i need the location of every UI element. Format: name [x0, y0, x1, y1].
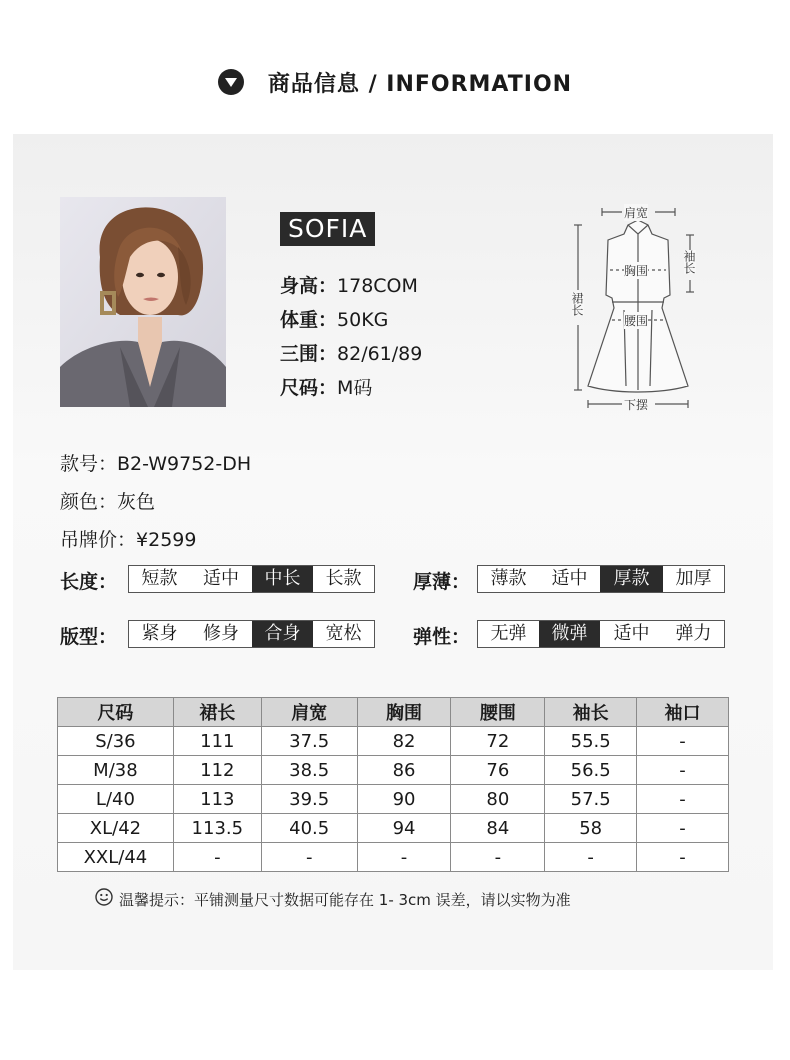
table-cell: 113: [173, 785, 261, 814]
table-cell: 112: [173, 756, 261, 785]
header-chest: 胸围: [357, 698, 451, 727]
thickness-option-thin[interactable]: 薄款: [490, 568, 527, 589]
size-value: M码: [337, 377, 373, 399]
table-cell: 82: [357, 727, 451, 756]
smiley-icon: [95, 888, 113, 910]
header-waist: 腰围: [451, 698, 545, 727]
weight-label: 体重：: [280, 309, 338, 331]
table-cell: -: [637, 727, 729, 756]
height-value: 178COM: [337, 275, 418, 297]
thickness-option-thick[interactable]: 厚款: [600, 566, 663, 592]
header-shoulder: 肩宽: [261, 698, 357, 727]
thickness-attr-label: 厚薄：: [413, 571, 471, 593]
length-option-short[interactable]: 短款: [141, 568, 178, 589]
sku-label: 款号：: [60, 453, 118, 475]
table-header-row: [58, 698, 729, 727]
table-cell: 40.5: [261, 814, 357, 843]
table-cell: 58: [545, 814, 637, 843]
price-label: 吊牌价：: [60, 529, 137, 551]
table-cell: 56.5: [545, 756, 637, 785]
table-cell: -: [637, 785, 729, 814]
diagram-hem-label: 下摆: [624, 398, 649, 412]
table-cell: -: [173, 843, 261, 872]
tip-text: 温馨提示：平铺测量尺寸数据可能存在 1- 3cm 误差，请以实物为准: [119, 890, 571, 909]
table-cell: XXL/44: [58, 843, 174, 872]
header-cuff: 袖口: [637, 698, 729, 727]
product-price: [60, 525, 196, 552]
table-cell: -: [637, 843, 729, 872]
table-row: [58, 785, 729, 814]
table-cell: -: [637, 814, 729, 843]
diagram-waist-label: 腰围: [624, 314, 649, 328]
table-cell: 37.5: [261, 727, 357, 756]
elasticity-option-none[interactable]: 无弹: [490, 623, 527, 644]
fit-attr-label: 版型：: [60, 626, 118, 648]
length-option-long[interactable]: 长款: [325, 568, 362, 589]
table-row: [58, 756, 729, 785]
thickness-options: [477, 565, 725, 593]
thickness-option-medium[interactable]: 适中: [551, 568, 588, 589]
header-size: 尺码: [58, 698, 174, 727]
table-cell: 38.5: [261, 756, 357, 785]
weight-value: 50KG: [337, 309, 389, 331]
table-cell: XL/42: [58, 814, 174, 843]
product-color: [60, 487, 155, 514]
header-dress-length: 裙长: [173, 698, 261, 727]
product-sku: [60, 449, 251, 476]
table-cell: -: [637, 756, 729, 785]
color-label: 颜色：: [60, 491, 118, 513]
fit-options: [128, 620, 375, 648]
fit-option-slim[interactable]: 修身: [203, 623, 239, 644]
model-size: [280, 373, 372, 400]
table-cell: 57.5: [545, 785, 637, 814]
model-photo: [60, 197, 226, 407]
table-cell: L/40: [58, 785, 174, 814]
size-chart-table: [57, 697, 729, 872]
header-sleeve-length: 袖长: [545, 698, 637, 727]
diagram-sleeve-label: 袖长: [682, 250, 696, 274]
model-name: SOFIA: [280, 212, 375, 246]
table-cell: 94: [357, 814, 451, 843]
table-row: [58, 814, 729, 843]
fit-option-loose[interactable]: 宽松: [325, 623, 362, 644]
measurements-value: 82/61/89: [337, 343, 423, 365]
thickness-option-extra-thick[interactable]: 加厚: [675, 568, 712, 589]
table-cell: 76: [451, 756, 545, 785]
model-measurements: [280, 339, 422, 366]
length-option-medium[interactable]: 适中: [203, 568, 239, 589]
diagram-shoulder-label: 肩宽: [624, 206, 649, 220]
table-cell: -: [261, 843, 357, 872]
table-cell: 111: [173, 727, 261, 756]
table-cell: -: [357, 843, 451, 872]
diagram-length-label: 裙长: [570, 292, 584, 316]
table-cell: 39.5: [261, 785, 357, 814]
table-row: [58, 727, 729, 756]
model-weight: [280, 305, 388, 332]
table-cell: 86: [357, 756, 451, 785]
price-value: ¥2599: [136, 529, 197, 551]
fit-option-tight[interactable]: 紧身: [141, 623, 178, 644]
diagram-chest-label: 胸围: [624, 264, 649, 278]
elasticity-attr-label: 弹性：: [413, 626, 471, 648]
elasticity-option-medium[interactable]: 适中: [613, 623, 650, 644]
sku-value: B2-W9752-DH: [117, 453, 252, 475]
table-cell: 72: [451, 727, 545, 756]
length-option-mid-long[interactable]: 中长: [252, 566, 313, 592]
measurements-label: 三围：: [280, 343, 338, 365]
table-row: [58, 843, 729, 872]
elasticity-option-slight[interactable]: 微弹: [539, 621, 600, 647]
table-cell: 55.5: [545, 727, 637, 756]
section-title: 商品信息 / INFORMATION: [267, 71, 573, 97]
height-label: 身高：: [280, 275, 338, 297]
table-cell: 84: [451, 814, 545, 843]
length-options: [128, 565, 375, 593]
length-attr-label: 长度：: [60, 571, 118, 593]
table-cell: -: [545, 843, 637, 872]
model-height: [280, 271, 418, 298]
table-cell: 113.5: [173, 814, 261, 843]
section-header: [0, 60, 790, 104]
chevron-down-circle-icon: [218, 69, 244, 95]
elasticity-options: [477, 620, 725, 648]
table-cell: 90: [357, 785, 451, 814]
table-cell: M/38: [58, 756, 174, 785]
fit-option-regular[interactable]: 合身: [252, 621, 313, 647]
size-label: 尺码：: [280, 377, 338, 399]
dress-measurement-diagram: [560, 200, 720, 415]
table-cell: 80: [451, 785, 545, 814]
elasticity-option-stretchy[interactable]: 弹力: [675, 623, 712, 644]
color-value: 灰色: [117, 491, 156, 513]
measurement-tip: [95, 888, 571, 910]
table-cell: S/36: [58, 727, 174, 756]
table-cell: -: [451, 843, 545, 872]
